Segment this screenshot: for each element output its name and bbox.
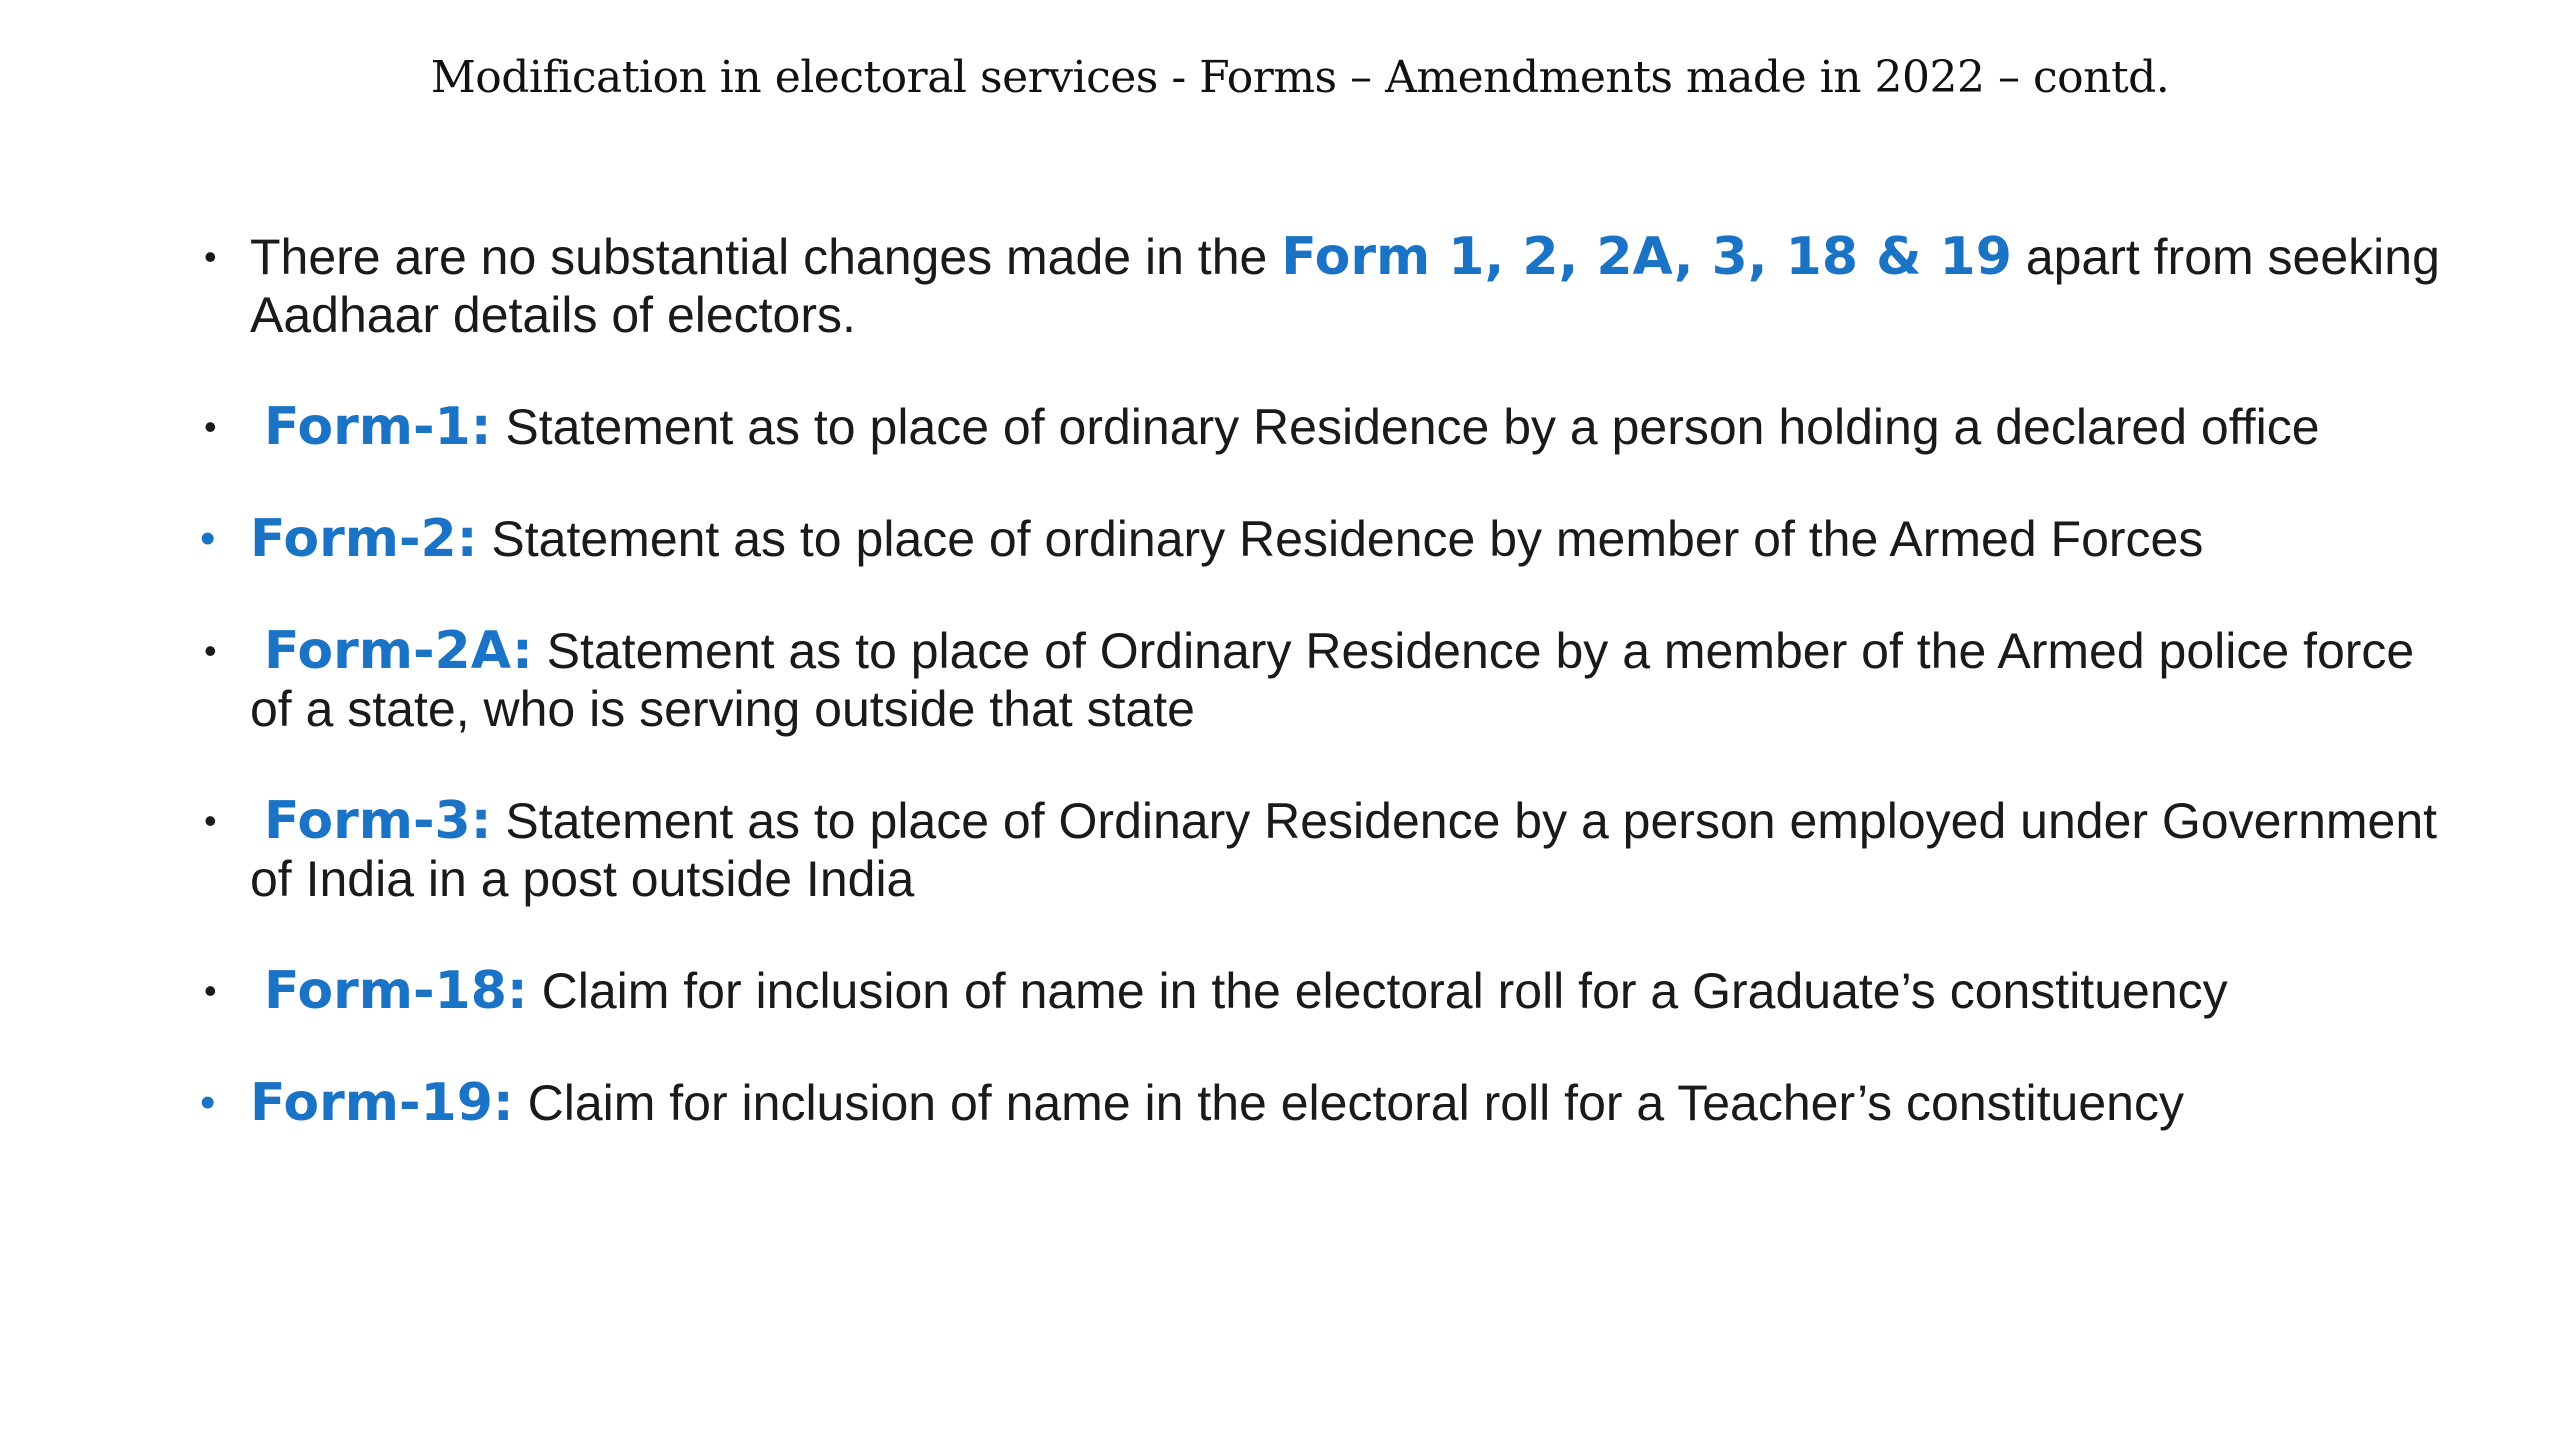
bullet-item-form-3 <box>200 792 2460 908</box>
bullet-text: Statement as to place of ordinary Residence by a person holding a declared office <box>491 399 2320 455</box>
bullet-text: Statement as to place of ordinary Residence by member of the Armed Forces <box>477 511 2204 567</box>
form-label: Form-19: <box>250 1073 514 1133</box>
bullet-text: apart from seeking Aadhaar details of electors. <box>250 229 2440 343</box>
bullet-list <box>200 228 2460 1186</box>
bullet-item-form-19 <box>200 1074 2460 1132</box>
form-label: Form-18: <box>264 961 528 1021</box>
bullet-dot: • <box>200 514 216 563</box>
bullet-text: Claim for inclusion of name in the electoral roll for a Graduate’s constituency <box>527 963 2228 1019</box>
bullet-text: Statement as to place of Ordinary Residence by a person employed under Government of India in a post outside India <box>250 793 2438 907</box>
bullet-dot: • <box>204 970 217 1011</box>
form-label: Form-2A: <box>264 621 533 681</box>
bullet-item-forms-overview <box>200 228 2460 344</box>
bullet-item-form-2a <box>200 622 2460 738</box>
bullet-text: Claim for inclusion of name in the electoral roll for a Teacher’s constituency <box>513 1075 2184 1131</box>
bullet-item-form-18 <box>200 962 2460 1020</box>
bullet-text: Statement as to place of Ordinary Residence by a member of the Armed police force of a state, who is serving outside that state <box>250 623 2415 737</box>
bullet-text: There are no substantial changes made in the <box>250 229 1282 285</box>
form-label: Form-3: <box>264 791 492 851</box>
form-label: Form-1: <box>264 397 492 457</box>
bullet-dot: • <box>204 630 217 671</box>
form-label: Form-2: <box>250 509 478 569</box>
bullet-dot: • <box>204 236 217 277</box>
bullet-dot: • <box>200 1078 216 1127</box>
bullet-item-form-2 <box>200 510 2460 568</box>
slide-title: Modification in electoral services - Forms – Amendments made in 2022 – contd. <box>430 52 2170 103</box>
bullet-item-form-1 <box>200 398 2460 456</box>
bullet-dot: • <box>204 406 217 447</box>
bullet-dot: • <box>204 800 217 841</box>
form-label: Form 1, 2, 2A, 3, 18 & 19 <box>1281 227 2012 287</box>
